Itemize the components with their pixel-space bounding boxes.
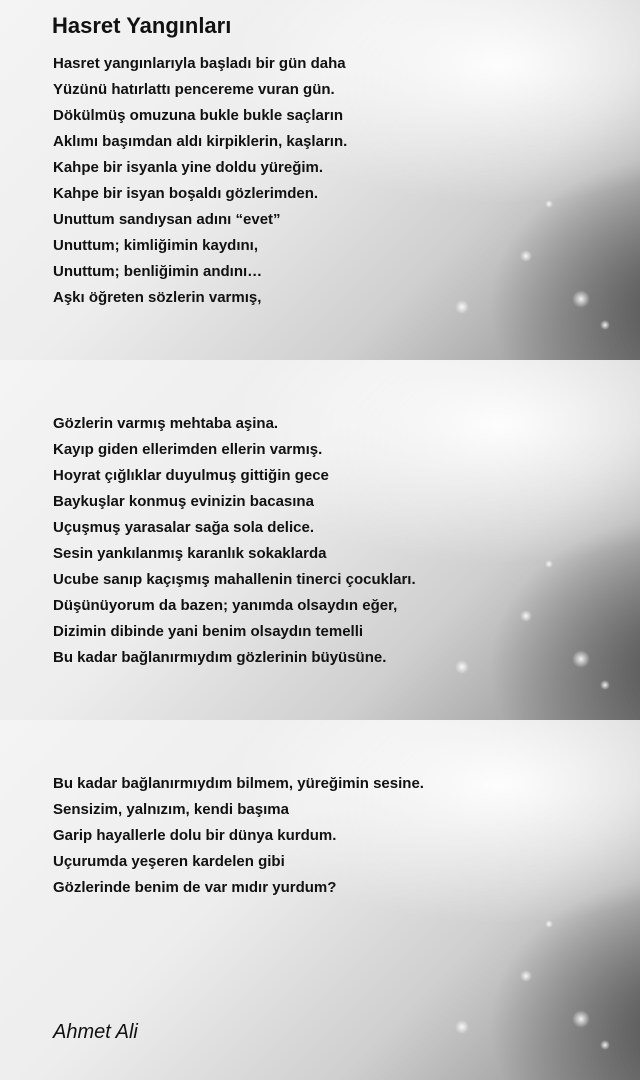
poem-panel-3 bbox=[0, 720, 640, 1080]
poem-line: Düşünüyorum da bazen; yanımda olsaydın eğer, bbox=[53, 597, 398, 614]
poem-panel-1 bbox=[0, 0, 640, 360]
poem-line: Hoyrat çığlıklar duyulmuş gittiğin gece bbox=[53, 467, 329, 484]
poem-line: Kayıp giden ellerimden ellerin varmış. bbox=[53, 441, 323, 458]
sparkle-decoration bbox=[572, 290, 590, 308]
poem-line: Uçurumda yeşeren kardelen gibi bbox=[53, 853, 285, 870]
poem-line: Baykuşlar konmuş evinizin bacasına bbox=[53, 493, 314, 510]
sparkle-decoration bbox=[545, 200, 553, 208]
sparkle-decoration bbox=[600, 680, 610, 690]
sparkle-decoration bbox=[455, 300, 469, 314]
sparkle-decoration bbox=[600, 1040, 610, 1050]
poem-line: Yüzünü hatırlattı pencereme vuran gün. bbox=[53, 81, 335, 98]
poem-line: Bu kadar bağlanırmıydım gözlerinin büyüsüne. bbox=[53, 649, 387, 666]
poem-line: Unuttum; kimliğimin kaydını, bbox=[53, 237, 259, 254]
stanza-1 bbox=[53, 51, 347, 311]
sparkle-decoration bbox=[545, 560, 553, 568]
poem-line: Aşkı öğreten sözlerin varmış, bbox=[53, 289, 262, 306]
poem-line: Uçuşmuş yarasalar sağa sola delice. bbox=[53, 519, 314, 536]
sparkle-decoration bbox=[520, 970, 532, 982]
sparkle-decoration bbox=[572, 1010, 590, 1028]
sparkle-decoration bbox=[545, 920, 553, 928]
poem-title: Hasret Yangınları bbox=[52, 13, 232, 38]
poem-author: Ahmet Ali bbox=[53, 1021, 138, 1043]
poem-line: Sensizim, yalnızım, kendi başıma bbox=[53, 801, 289, 818]
poem-line: Bu kadar bağlanırmıydım bilmem, yüreğimin sesine. bbox=[53, 775, 424, 792]
poem-line: Gözlerinde benim de var mıdır yurdum? bbox=[53, 879, 337, 896]
sparkle-decoration bbox=[455, 660, 469, 674]
stanza-3 bbox=[53, 771, 424, 901]
poem-line: Gözlerin varmış mehtaba aşina. bbox=[53, 415, 279, 432]
poem-line: Aklımı başımdan aldı kirpiklerin, kaşların. bbox=[53, 133, 348, 150]
poem-line: Unuttum; benliğimin andını… bbox=[53, 263, 263, 280]
sparkle-decoration bbox=[572, 650, 590, 668]
poem-line: Kahpe bir isyan boşaldı gözlerimden. bbox=[53, 185, 319, 202]
sparkle-decoration bbox=[455, 1020, 469, 1034]
poem-line: Hasret yangınlarıyla başladı bir gün daha bbox=[53, 55, 346, 72]
stanza-2 bbox=[53, 411, 416, 671]
poem-line: Garip hayallerle dolu bir dünya kurdum. bbox=[53, 827, 337, 844]
poem-line: Kahpe bir isyanla yine doldu yüreğim. bbox=[53, 159, 324, 176]
poem-panel-2 bbox=[0, 360, 640, 720]
poem-line: Dizimin dibinde yani benim olsaydın temelli bbox=[53, 623, 364, 640]
sparkle-decoration bbox=[520, 610, 532, 622]
sparkle-decoration bbox=[520, 250, 532, 262]
poem-line: Unuttum sandıysan adını “evet” bbox=[53, 211, 281, 228]
poem-line: Ucube sanıp kaçışmış mahallenin tinerci çocukları. bbox=[53, 571, 416, 588]
poem-line: Sesin yankılanmış karanlık sokaklarda bbox=[53, 545, 327, 562]
sparkle-decoration bbox=[600, 320, 610, 330]
poem-line: Dökülmüş omuzuna bukle bukle saçların bbox=[53, 107, 344, 124]
